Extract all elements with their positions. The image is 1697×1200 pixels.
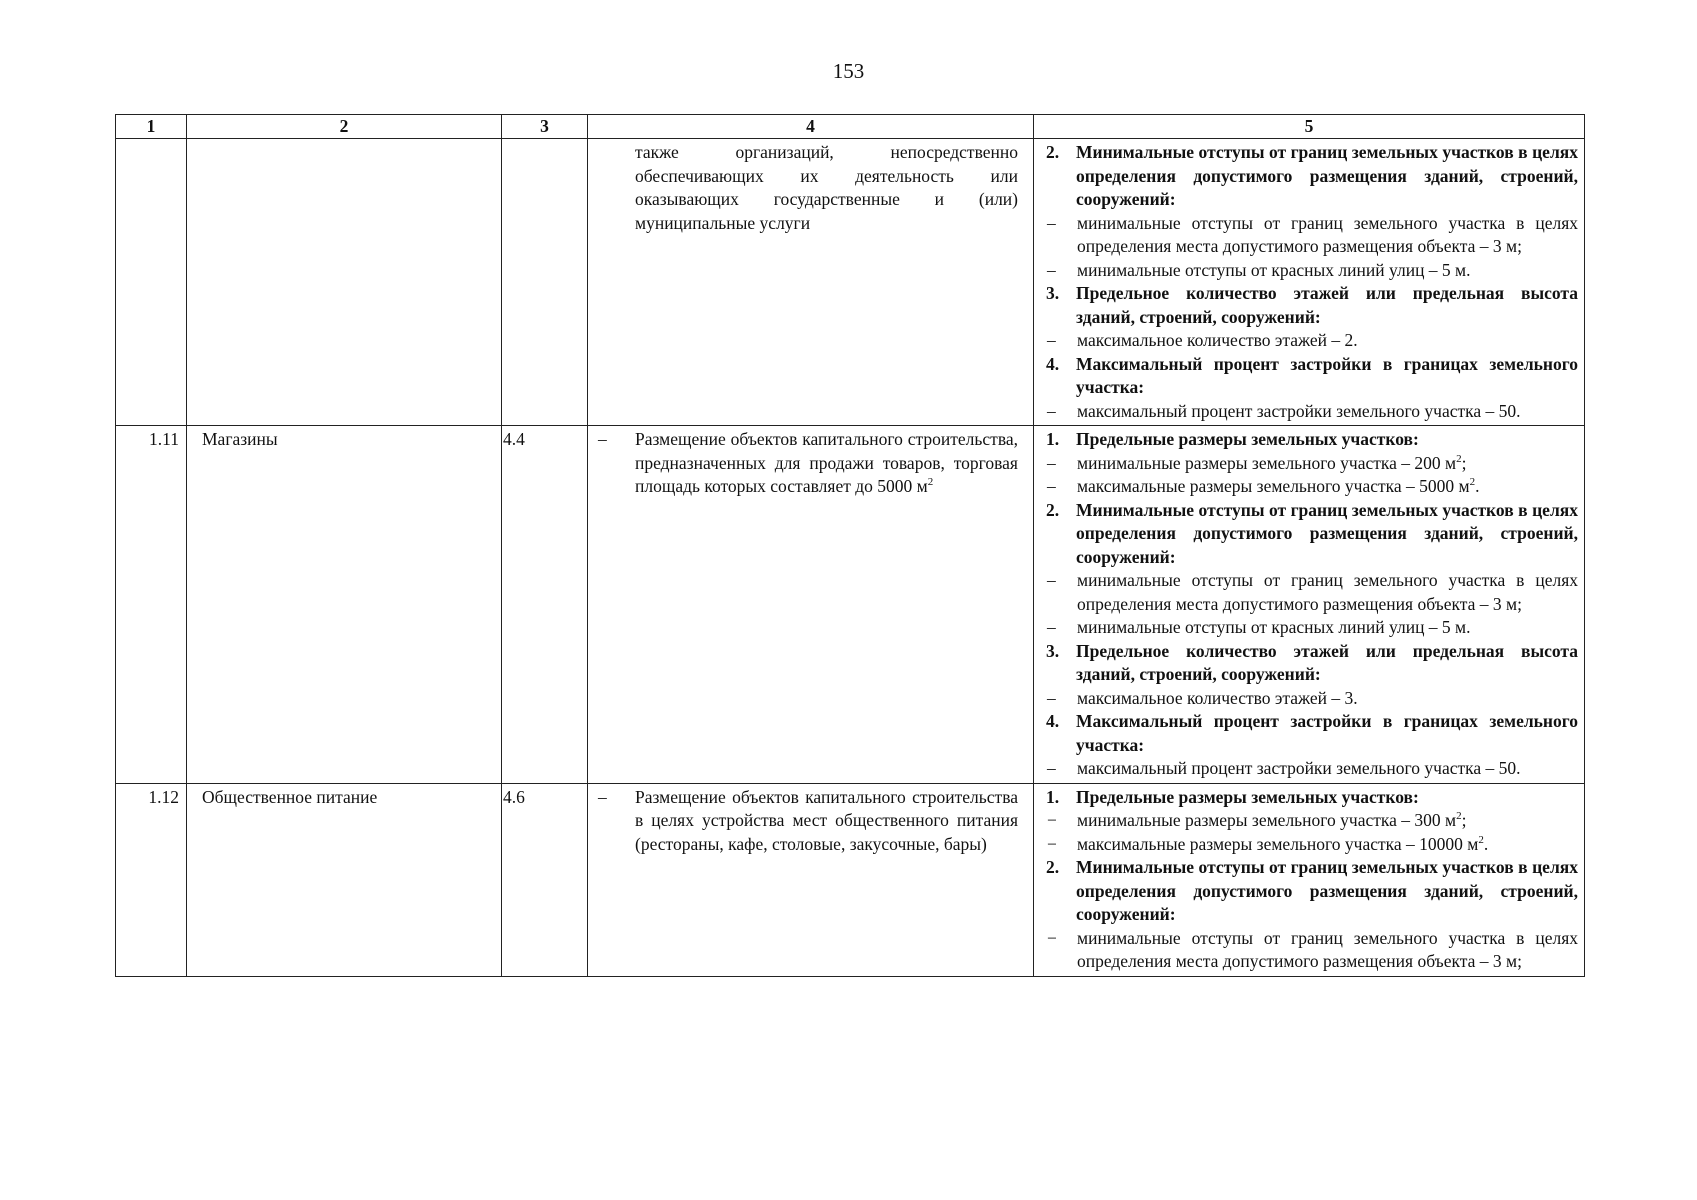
header-row: [116, 115, 1585, 139]
list-marker: –: [1047, 452, 1056, 473]
list-marker: 2.: [1046, 499, 1060, 520]
parameter-text: максимальные размеры земельного участка – 10000 м: [1077, 833, 1479, 854]
parameter-text-wrap: [1076, 640, 1578, 687]
parameter-text: максимальное количество этажей – 3.: [1077, 687, 1358, 708]
parameter-text-wrap: [1077, 569, 1578, 616]
parameter-text-wrap: [1076, 428, 1578, 452]
parameter-heading: [1046, 499, 1578, 570]
parameter-text-wrap: [1076, 786, 1578, 810]
land-use-name: Общественное питание: [187, 783, 502, 976]
row-number: 1.12: [116, 783, 187, 976]
parameters-cell: [1034, 783, 1585, 976]
punctuation: ;: [1461, 810, 1467, 830]
parameter-item: [1046, 833, 1578, 857]
list-marker: 3.: [1046, 640, 1060, 661]
parameter-heading: [1046, 640, 1578, 687]
parameter-text-wrap: [1077, 616, 1578, 640]
list-marker: –: [1047, 617, 1056, 637]
list-marker: –: [1047, 687, 1056, 708]
parameter-item: [1046, 757, 1578, 781]
parameter-text: Предельное количество этажей или предельная высота зданий, строений, сооружений:: [1076, 640, 1578, 684]
parameter-item: [1046, 400, 1578, 424]
land-use-description: [588, 426, 1034, 784]
table-body: [116, 139, 1585, 977]
land-use-name: Магазины: [187, 426, 502, 784]
list-marker: –: [1047, 330, 1056, 350]
row-number: 1.11: [116, 426, 187, 784]
parameter-text: минимальные отступы от красных линий улиц – 5 м.: [1077, 617, 1471, 637]
parameter-text: минимальные размеры земельного участка – 300 м: [1077, 810, 1457, 830]
list-marker: –: [1047, 400, 1056, 421]
superscript: 2: [1469, 476, 1476, 489]
list-marker: –: [1047, 259, 1056, 280]
parameters-cell: [1034, 426, 1585, 784]
parameter-text-wrap: [1077, 809, 1578, 833]
parameter-text: минимальные размеры земельного участка – 200 м: [1077, 452, 1457, 473]
page-number: 153: [832, 59, 865, 83]
parameter-item: [1046, 475, 1578, 499]
land-use-description: [588, 139, 1034, 426]
dash-marker: –: [598, 786, 607, 807]
parameter-heading: [1046, 282, 1578, 329]
description-text-wrap: [635, 786, 1018, 857]
description-text-wrap: [635, 428, 1018, 499]
list-marker: 4.: [1046, 353, 1060, 374]
punctuation: ;: [1461, 452, 1467, 473]
parameter-text-wrap: [1077, 329, 1578, 353]
parameter-text: Предельные размеры земельных участков:: [1076, 786, 1419, 807]
regulations-table: [115, 114, 1585, 977]
parameter-text: максимальное количество этажей – 2.: [1077, 330, 1358, 350]
parameter-text: Минимальные отступы от границ земельных участков в целях определения допустимого размещения зданий, строений, сооружений:: [1076, 499, 1578, 567]
list-marker: 3.: [1046, 283, 1060, 303]
parameter-item: [1046, 569, 1578, 616]
parameter-text: Максимальный процент застройки в границах земельного участка:: [1076, 711, 1578, 755]
parameter-item: [1046, 329, 1578, 353]
list-marker: –: [1047, 758, 1056, 778]
parameter-text-wrap: [1077, 687, 1578, 711]
header-col-4: 4: [588, 115, 1034, 139]
list-marker: −: [1047, 833, 1057, 854]
table-row: [116, 426, 1585, 784]
list-marker: 1.: [1046, 429, 1060, 449]
list-marker: 4.: [1046, 711, 1060, 731]
parameter-heading: [1046, 710, 1578, 757]
list-marker: –: [1047, 570, 1056, 590]
land-use-code: 4.4: [502, 426, 588, 784]
parameter-item: [1046, 809, 1578, 833]
table-row: [116, 783, 1585, 976]
parameter-item: [1046, 452, 1578, 476]
parameter-item: [1046, 927, 1578, 974]
parameter-text-wrap: [1076, 710, 1578, 757]
superscript: 2: [1478, 833, 1484, 846]
list-marker: −: [1047, 927, 1057, 948]
parameter-item: [1046, 259, 1578, 283]
table-row: [116, 139, 1585, 426]
description-text: Размещение объектов капитального строительства в целях устройства мест общественного питания (рестораны, кафе, столовые, закусочные, бары): [635, 786, 1018, 854]
list-marker: 1.: [1046, 786, 1060, 807]
parameter-heading: [1046, 353, 1578, 400]
superscript: 2: [927, 476, 934, 489]
parameter-text: минимальные отступы от границ земельного участка в целях определения места допустимого размещения объекта – 3 м;: [1077, 570, 1578, 614]
list-marker: –: [1047, 212, 1056, 233]
parameter-text: минимальные отступы от границ земельного участка в целях определения места допустимого размещения объекта – 3 м;: [1077, 927, 1578, 971]
parameter-heading: [1046, 856, 1578, 927]
parameter-text: Минимальные отступы от границ земельных участков в целях определения допустимого размещения зданий, строений, сооружений:: [1076, 142, 1578, 209]
header-col-2: 2: [187, 115, 502, 139]
parameter-text: максимальный процент застройки земельного участка – 50.: [1077, 400, 1521, 421]
parameter-text-wrap: [1077, 833, 1578, 857]
land-use-code: 4.6: [502, 783, 588, 976]
parameter-text: минимальные отступы от границ земельного участка в целях определения места допустимого размещения объекта – 3 м;: [1077, 212, 1578, 256]
parameter-heading: [1046, 786, 1578, 810]
parameter-heading: [1046, 428, 1578, 452]
description-text: Размещение объектов капитального строительства, предназначенных для продажи товаров, торговая площадь которых составляет до 5000 м: [635, 429, 1018, 496]
parameter-text: Предельное количество этажей или предельная высота зданий, строений, сооружений:: [1076, 283, 1578, 327]
land-use-description: [588, 783, 1034, 976]
parameter-text-wrap: [1077, 757, 1578, 781]
header-col-3: 3: [502, 115, 588, 139]
row-number: [116, 139, 187, 426]
parameter-text: минимальные отступы от красных линий улиц – 5 м.: [1077, 259, 1471, 280]
parameters-cell: [1034, 139, 1585, 426]
parameter-item: [1046, 687, 1578, 711]
list-marker: 2.: [1046, 857, 1060, 877]
parameter-text: максимальный процент застройки земельного участка – 50.: [1077, 758, 1521, 778]
list-marker: 2.: [1046, 142, 1060, 162]
parameter-text-wrap: [1076, 282, 1578, 329]
parameter-item: [1046, 212, 1578, 259]
parameter-text-wrap: [1077, 475, 1578, 499]
parameter-heading: [1046, 141, 1578, 212]
description-text: также организаций, непосредственно обеспечивающих их деятельность или оказывающих государственные и (или) муниципальные услуги: [635, 142, 1018, 233]
punctuation: .: [1483, 833, 1489, 854]
parameter-text: Предельные размеры земельных участков:: [1076, 429, 1419, 449]
parameter-text: максимальные размеры земельного участка – 5000 м: [1077, 476, 1470, 496]
parameter-text-wrap: [1077, 259, 1578, 283]
list-marker: –: [1047, 476, 1056, 496]
land-use-code: [502, 139, 588, 426]
header-col-1: 1: [116, 115, 187, 139]
parameter-text: Минимальные отступы от границ земельных участков в целях определения допустимого размещения зданий, строений, сооружений:: [1076, 857, 1578, 924]
dash-marker: –: [598, 429, 607, 449]
parameter-item: [1046, 616, 1578, 640]
parameter-text-wrap: [1077, 927, 1578, 974]
punctuation: .: [1475, 476, 1480, 496]
parameter-text-wrap: [1076, 856, 1578, 927]
parameter-text-wrap: [1076, 353, 1578, 400]
parameter-text-wrap: [1077, 452, 1578, 476]
list-marker: −: [1047, 810, 1057, 830]
parameter-text-wrap: [1076, 499, 1578, 570]
superscript: 2: [1456, 810, 1462, 823]
parameter-text-wrap: [1077, 400, 1578, 424]
header-col-5: 5: [1034, 115, 1585, 139]
parameter-text-wrap: [1076, 141, 1578, 212]
parameter-text: Максимальный процент застройки в границах земельного участка:: [1076, 353, 1578, 397]
parameter-text-wrap: [1077, 212, 1578, 259]
superscript: 2: [1456, 452, 1462, 465]
land-use-name: [187, 139, 502, 426]
